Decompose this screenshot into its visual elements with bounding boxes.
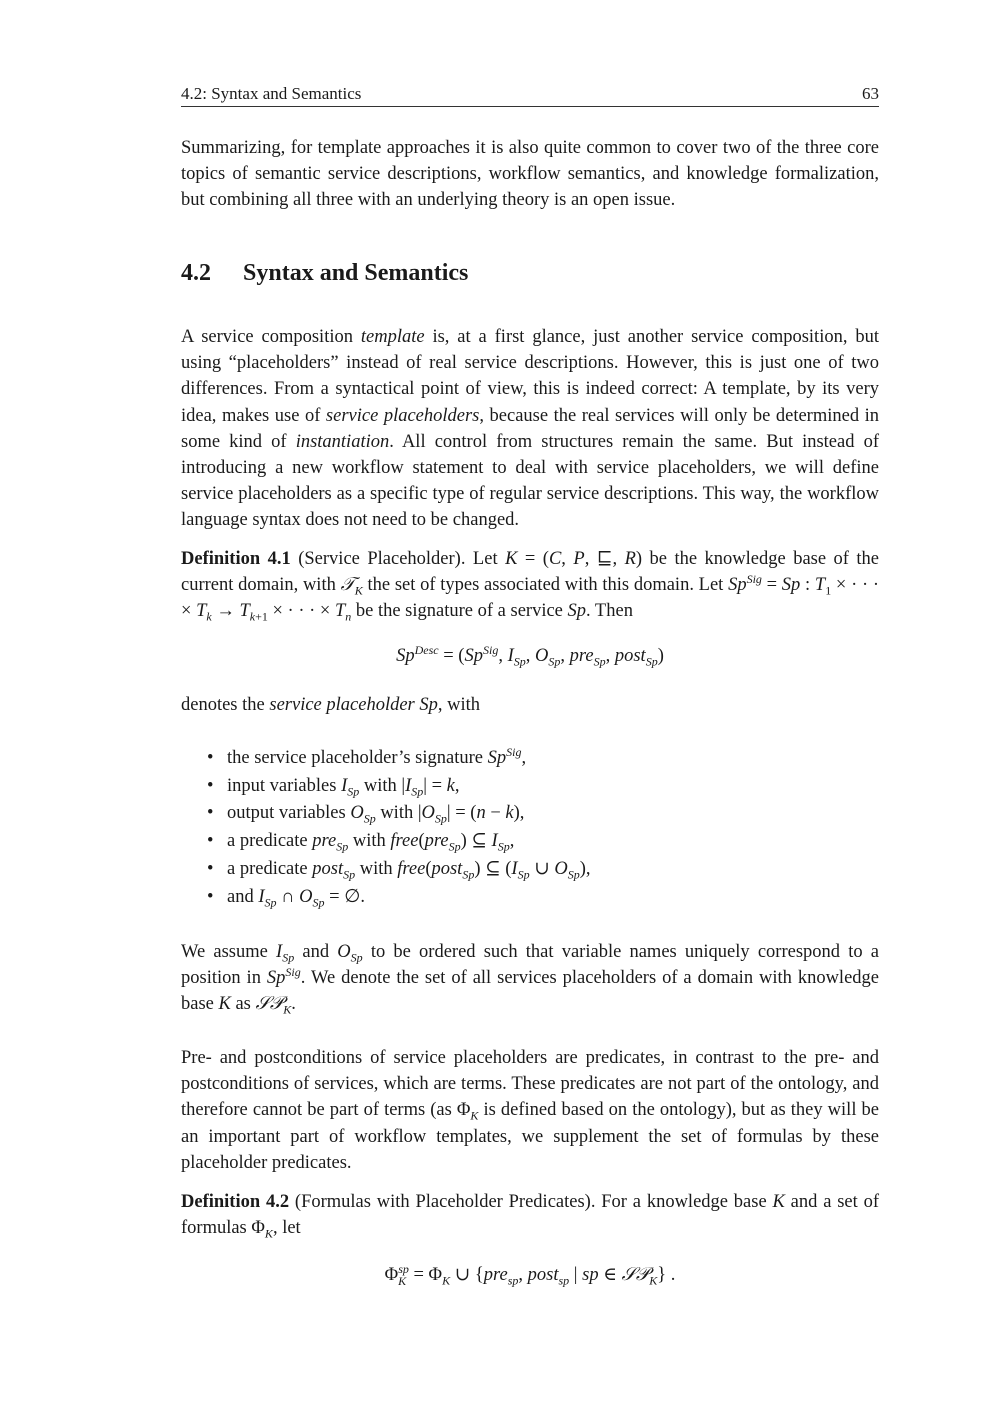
list-item: • a predicate post$_{Sp}$ with free(post$_{Sp}$) ⊆ ($I_{Sp}$ ∪ $O_{Sp}$), (181, 856, 879, 884)
paragraph-template-intro: A service composition template is, at a first glance, just another service composition, but using “placeholders” instead of real service descriptions. However, this is just one of two differences. From a syntactical point of view, this is indeed correct: A template, by its very idea, makes use of service placeholders, because the real services will only be determined in some kind of instantiation. All control from structures remain the same. But instead of introducing a new workflow statement to deal with service placeholders, we will define service placeholders as a specific type of regular service descriptions. This way, the workflow language syntax does not need to be changed. (181, 327, 879, 531)
service-placeholder-description-formula: $Sp^{Desc} = (Sp^{Sig}$, $I_{Sp}$, $O_{Sp}$, pre$_{Sp}$, post$_{Sp}$) (396, 642, 664, 669)
definition-4-1: Definition 4.1 (Service Placeholder). Let K = (C, P, ⊑, R) be the knowledge base of the current domain, with 𝒯$_K$ the set of types associated with this domain. Let $Sp^{Sig} = Sp$ : $T_1$ × · · · × $T_k \to T_{k+1}$ × · · · × $T_n$ be the signature of a service Sp. Then (181, 549, 880, 625)
intro-paragraph: Summarizing, for template approaches it is also quite common to cover two of the three core topics of semantic service descriptions, workflow semantics, and knowledge formalization, but combining all three with an underlying theory is an open issue. (181, 138, 879, 211)
running-header (181, 82, 879, 107)
paragraph-ordering-assumption: We assume $I_{Sp}$ and $O_{Sp}$ to be ordered such that variable names uniquely correspond to a position in $Sp^{Sig}$. We denote the set of all services placeholders of a domain with knowledge base K as 𝒮𝒫$_K$. (181, 942, 879, 1018)
running-title: 4.2: Syntax and Semantics (181, 84, 362, 103)
list-item: • the service placeholder’s signature $Sp^{Sig}$, (181, 745, 879, 773)
definition-label: Definition 4.2 (181, 1192, 290, 1212)
page-number: 63 (862, 84, 879, 103)
section-title: Syntax and Semantics (243, 260, 469, 286)
section-heading (181, 260, 468, 287)
denotes-line: denotes the service placeholder Sp, with (181, 695, 481, 715)
definition-4-2: Definition 4.2 (Formulas with Placeholder Predicates). For a knowledge base K and a set of formulas $\Phi_K$, let (181, 1192, 879, 1241)
section-number: 4.2 (181, 260, 211, 286)
paragraph-pre-postconditions: Pre- and postconditions of service placeholders are predicates, in contrast to the pre- and postconditions of services, which are terms. These predicates are not part of the ontology, and therefore cannot be part of terms (as $\Phi_K$ is defined based on the ontology), but as they will be an important part of workflow templates, we supplement the set of formulas by these placeholder predicates. (181, 1048, 879, 1173)
definition-label: Definition 4.1 (181, 549, 291, 569)
list-item: • and $I_{Sp}$ ∩ $O_{Sp}$ = ∅. (181, 884, 879, 912)
list-item: • output variables $O_{Sp}$ with $|O_{Sp}| = (n - k)$, (181, 800, 879, 828)
formulas-with-placeholders-formula: $\Phi_K^{sp} = \Phi_K$ ∪ {pre$_{sp}$, post$_{sp}$ | sp ∈ 𝒮𝒫$_K$} . (384, 1261, 676, 1288)
list-item: • input variables $I_{Sp}$ with $|I_{Sp}| = k$, (181, 773, 879, 801)
placeholder-properties-list (181, 745, 879, 911)
list-item: • a predicate pre$_{Sp}$ with free(pre$_{Sp}$) ⊆ $I_{Sp}$, (181, 828, 879, 856)
